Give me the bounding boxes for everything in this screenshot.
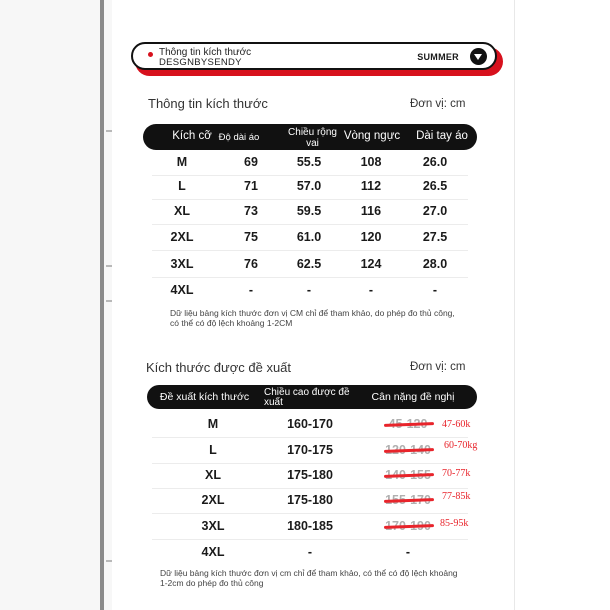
row-divider (152, 250, 468, 251)
size-label-cell: 4XL (170, 283, 194, 297)
recommend-size-cell: 4XL (201, 545, 225, 559)
size-value-cell: 57.0 (296, 179, 322, 193)
row-divider (152, 539, 468, 540)
recommend-note: Dữ liệu bảng kích thước đơn vị cm chỉ để tham khảo, có thể có độ lệch khoảng 1-2cm do phép đo thủ công (160, 568, 458, 588)
size-value-cell: - (432, 283, 438, 297)
size-chart-card (112, 0, 514, 610)
row-divider (152, 224, 468, 225)
handwritten-weight: 60-70kg (444, 440, 478, 451)
recommend-weight-cell: - (405, 545, 411, 559)
handwritten-weight: 47-60k (442, 419, 471, 430)
size-label-cell: XL (174, 204, 190, 218)
size-value-cell: 55.5 (296, 155, 322, 169)
size-value-cell: 27.0 (422, 204, 448, 218)
size-info-note: Dữ liệu bảng kích thước đơn vị CM chỉ để tham khảo, do phép đo thủ công, có thể có độ lệch khoảng 1-2CM (170, 308, 455, 328)
size-value-cell: 26.0 (422, 155, 448, 169)
handwritten-weight: 77-85k (442, 491, 471, 502)
size-value-cell: 27.5 (422, 230, 448, 244)
size-value-cell: - (368, 283, 374, 297)
size-info-title: Thông tin kích thước (148, 96, 268, 111)
size-label-cell: L (178, 179, 186, 193)
row-divider (152, 513, 468, 514)
recommend-height-cell: 180-185 (287, 519, 333, 533)
size-label-cell: M (176, 155, 188, 169)
banner-season: SUMMER (417, 52, 459, 62)
row-divider (152, 175, 468, 176)
recommend-title: Kích thước được đề xuất (146, 360, 292, 375)
recommend-header-cell: Chiều cao được đề xuất (264, 387, 350, 408)
recommend-header-cell: Đề xuất kích thước (159, 391, 250, 403)
size-value-cell: 116 (360, 204, 382, 218)
size-value-cell: 61.0 (296, 230, 322, 244)
size-value-cell: 73 (244, 204, 258, 218)
size-label-cell: 3XL (170, 257, 194, 271)
size-info-header-cell: Độ dài áo (218, 132, 260, 143)
size-value-cell: 112 (360, 179, 382, 193)
recommend-size-cell: XL (205, 468, 221, 482)
banner-brand: DESGNBYSENDY (159, 57, 242, 68)
row-divider (152, 199, 468, 200)
row-divider (152, 277, 468, 278)
size-value-cell: - (306, 283, 312, 297)
banner (131, 42, 503, 74)
handwritten-weight: 70-77k (442, 468, 471, 479)
recommend-size-cell: L (209, 443, 217, 457)
size-value-cell: 26.5 (422, 179, 448, 193)
size-info-header-cell: Vòng ngực (343, 130, 401, 142)
recommend-header-cell: Cân nặng đề nghị (371, 391, 455, 403)
size-value-cell: 71 (244, 179, 258, 193)
left-gutter (0, 0, 112, 610)
row-divider (152, 488, 468, 489)
recommend-unit: Đơn vị: cm (410, 361, 466, 373)
recommend-height-cell: 170-175 (287, 443, 333, 457)
size-info-header-cell: Dài tay áo (416, 130, 468, 142)
banner-title: Thông tin kích thước (159, 47, 252, 58)
banner-pill (131, 42, 497, 70)
size-value-cell: 124 (360, 257, 382, 271)
recommend-height-cell: 175-180 (287, 468, 333, 482)
size-value-cell: 28.0 (422, 257, 448, 271)
size-value-cell: 108 (360, 155, 382, 169)
size-label-cell: 2XL (170, 230, 194, 244)
size-value-cell: 59.5 (296, 204, 322, 218)
handwritten-weight: 85-95k (440, 518, 469, 529)
size-info-unit: Đơn vị: cm (410, 98, 466, 110)
left-gutter-edge (100, 0, 104, 610)
size-info-header-cell: Chiều rộng vai (288, 127, 337, 149)
right-gutter (514, 0, 610, 610)
size-value-cell: 62.5 (296, 257, 322, 271)
size-value-cell: 75 (244, 230, 258, 244)
size-value-cell: - (248, 283, 254, 297)
row-divider (152, 463, 468, 464)
recommend-height-cell: - (307, 545, 313, 559)
recommend-height-cell: 160-170 (287, 417, 333, 431)
chevron-down-circle-icon[interactable] (470, 48, 487, 65)
row-divider (152, 437, 468, 438)
recommend-size-cell: 3XL (201, 519, 225, 533)
bullet-dot-icon (148, 52, 153, 57)
size-value-cell: 76 (244, 257, 258, 271)
size-value-cell: 69 (244, 155, 258, 169)
recommend-size-cell: 2XL (201, 493, 225, 507)
recommend-height-cell: 175-180 (287, 493, 333, 507)
size-info-header-cell: Kích cỡ (172, 130, 212, 142)
recommend-size-cell: M (207, 417, 219, 431)
size-value-cell: 120 (360, 230, 382, 244)
